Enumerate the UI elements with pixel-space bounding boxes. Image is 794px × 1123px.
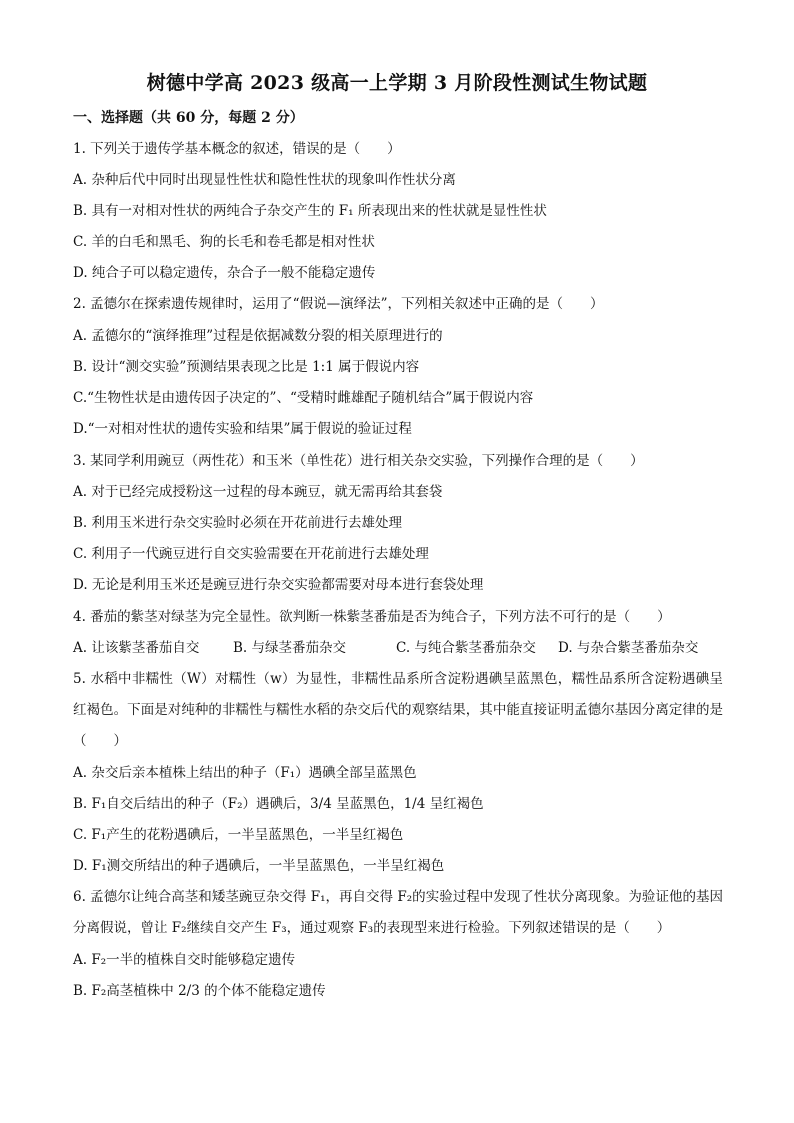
q3-option-d: D. 无论是利用玉米还是豌豆进行杂交实验都需要对母本进行套袋处理 (73, 577, 484, 593)
q2-option-b: B. 设计“测交实验”预测结果表现之比是 1:1 属于假说内容 (73, 359, 420, 375)
q4-stem: 4. 番茄的紫茎对绿茎为完全显性。欲判断一株紫茎番茄是否为纯合子，下列方法不可行的是（ ） (73, 609, 671, 625)
q2-stem: 2. 孟德尔在探索遗传规律时，运用了“假说—演绎法”，下列相关叙述中正确的是（ ） (73, 296, 604, 312)
q5-stem: 5. 水稻中非糯性（W）对糯性（w）为显性，非糯性品系所含淀粉遇碘呈蓝黑色，糯性品系所含淀粉遇碘呈红褐色。下面是对纯种的非糯性与糯性水稻的杂交后代的观察结果，其中能直接证明孟德尔基因分离定律的是（ ） (73, 671, 723, 749)
q3-stem: 3. 某同学利用豌豆（两性花）和玉米（单性花）进行相关杂交实验，下列操作合理的是（ ） (73, 453, 644, 469)
q2-option-a: A. 孟德尔的“演绎推理”过程是依据减数分裂的相关原理进行的 (73, 328, 443, 344)
q1-option-b: B. 具有一对相对性状的两纯合子杂交产生的 F₁ 所表现出来的性状就是显性性状 (73, 203, 547, 219)
q4-options-row (73, 638, 723, 658)
q1-option-d: D. 纯合子可以稳定遗传，杂合子一般不能稳定遗传 (73, 265, 376, 281)
q1-stem: 1. 下列关于遗传学基本概念的叙述，错误的是（ ） (73, 141, 401, 157)
q5-option-d: D. F₁测交所结出的种子遇碘后，一半呈蓝黑色，一半呈红褐色 (73, 858, 445, 874)
q6-stem: 6. 孟德尔让纯合高茎和矮茎豌豆杂交得 F₁，再自交得 F₂的实验过程中发现了性状分离现象。为验证他的基因分离假说，曾让 F₂继续自交产生 F₃，通过观察 F₃的表现型来进行检验。下列叙述错误的是（ ） (73, 889, 723, 936)
q5-option-c: C. F₁产生的花粉遇碘后，一半呈蓝黑色，一半呈红褐色 (73, 827, 404, 843)
q4-option-c: C. 与纯合紫茎番茄杂交 (396, 640, 536, 656)
q3-option-a: A. 对于已经完成授粉这一过程的母本豌豆，就无需再给其套袋 (73, 484, 443, 500)
section-heading: 一、选择题（共 60 分，每题 2 分） (73, 110, 304, 126)
q5-option-b: B. F₁自交后结出的种子（F₂）遇碘后，3/4 呈蓝黑色，1/4 呈红褐色 (73, 796, 484, 812)
q2-option-c: C.“生物性状是由遗传因子决定的”、“受精时雌雄配子随机结合”属于假说内容 (73, 390, 534, 406)
q6-option-a: A. F₂一半的植株自交时能够稳定遗传 (73, 952, 296, 968)
q1-option-a: A. 杂种后代中同时出现显性性状和隐性性状的现象叫作性状分离 (73, 172, 456, 188)
q4-option-a: A. 让该紫茎番茄自交 (73, 640, 200, 656)
q6-option-b: B. F₂高茎植株中 2/3 的个体不能稳定遗传 (73, 983, 326, 999)
q4-option-d: D. 与杂合紫茎番茄杂交 (558, 640, 699, 656)
q4-option-b: B. 与绿茎番茄杂交 (233, 640, 347, 656)
page-title: 树德中学高 2023 级高一上学期 3 月阶段性测试生物试题 (146, 72, 648, 94)
q5-option-a: A. 杂交后亲本植株上结出的种子（F₁）遇碘全部呈蓝黑色 (73, 765, 417, 781)
q3-option-b: B. 利用玉米进行杂交实验时必须在开花前进行去雄处理 (73, 515, 403, 531)
q1-option-c: C. 羊的白毛和黑毛、狗的长毛和卷毛都是相对性状 (73, 234, 375, 250)
q2-option-d: D.“一对相对性状的遗传实验和结果”属于假说的验证过程 (73, 421, 412, 437)
q3-option-c: C. 利用子一代豌豆进行自交实验需要在开花前进行去雄处理 (73, 546, 429, 562)
